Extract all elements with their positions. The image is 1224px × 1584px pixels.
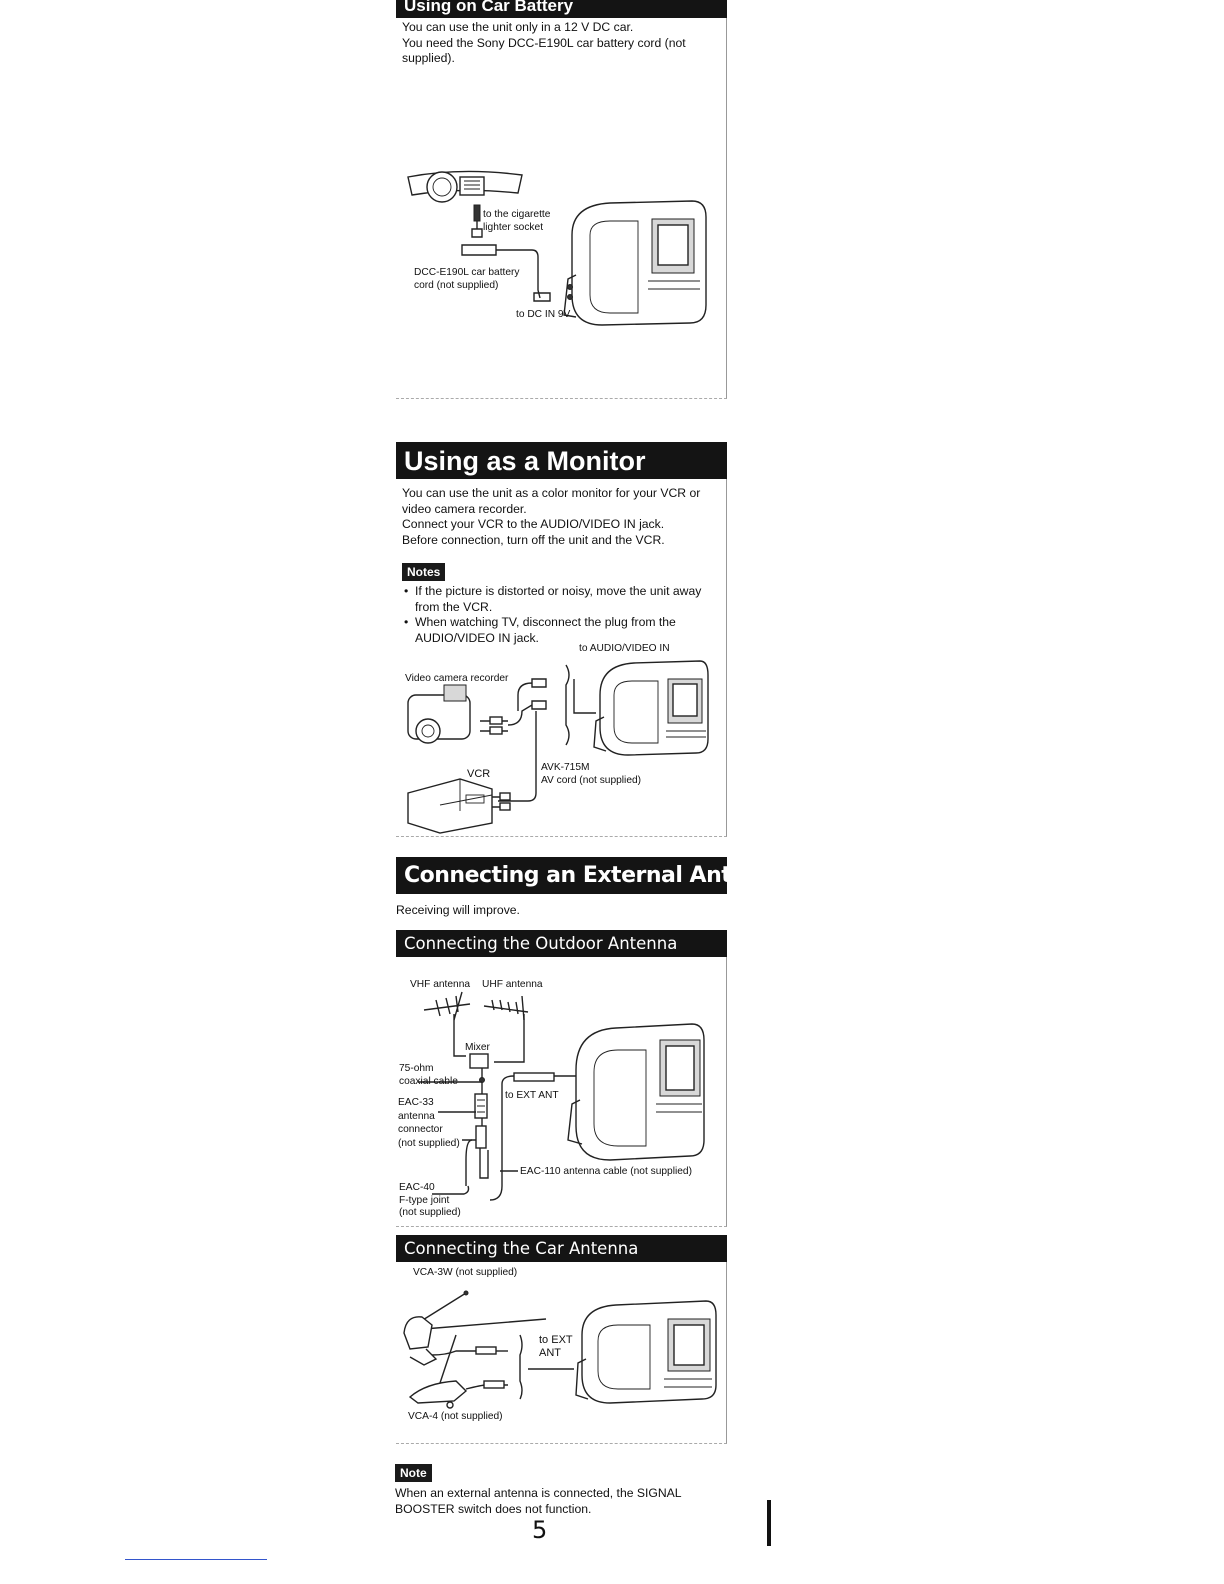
- note-item: • When watching TV, disconnect the plug from the AUDIO/VIDEO IN jack.: [402, 615, 720, 646]
- car-battery-line-2: You need the Sony DCC-E190L car battery cord (not supplied).: [402, 35, 686, 66]
- monitor-line-1: You can use the unit as a color monitor for your VCR or video camera recorder.: [402, 486, 701, 516]
- label-av-in: to AUDIO/VIDEO IN: [579, 643, 670, 654]
- label-vca3w: VCA-3W (not supplied): [413, 1267, 518, 1278]
- label-video-camera: Video camera recorder: [405, 673, 509, 684]
- antenna-intro: Receiving will improve.: [396, 903, 520, 917]
- label-car-battery-cord: DCC-E190L car battery cord (not supplied): [414, 267, 520, 291]
- label-av-cord: AVK-715M AV cord (not supplied): [541, 762, 642, 786]
- monitor-line-2: Connect your VCR to the AUDIO/VIDEO IN jack.: [402, 517, 665, 532]
- car-battery-line-1: You can use the unit only in a 12 V DC car.: [402, 20, 634, 34]
- note-item: • If the picture is distorted or noisy, move the unit away from the VCR.: [402, 584, 720, 615]
- outdoor-antenna-title: Connecting the Outdoor Antenna: [396, 930, 727, 957]
- label-uhf-antenna: UHF antenna: [482, 979, 543, 990]
- note-badge: Note: [395, 1464, 432, 1482]
- note-text: When an external antenna is connected, the SIGNAL BOOSTER switch does not function.: [395, 1486, 682, 1516]
- monitor-text: [402, 486, 720, 548]
- car-battery-text: [402, 20, 720, 67]
- label-eac110-cable: EAC-110 antenna cable (not supplied): [520, 1166, 692, 1177]
- car-antenna-title: Connecting the Car Antenna: [396, 1235, 727, 1262]
- label-vca4: VCA-4 (not supplied): [408, 1411, 503, 1422]
- label-ext-ant-car: to EXT ANT: [539, 1334, 573, 1359]
- label-vhf-antenna: VHF antenna: [410, 979, 471, 990]
- page-number: 5: [532, 1516, 548, 1544]
- monitor-title: Using as a Monitor: [396, 442, 727, 479]
- label-eac33-connector: EAC-33 antenna connector (not supplied): [398, 1097, 460, 1149]
- label-dc-in: to DC IN 9V: [516, 309, 571, 320]
- label-eac40-joint: EAC-40 F-type joint (not supplied): [399, 1182, 461, 1218]
- label-cigarette: to the cigarette lighter socket: [483, 209, 551, 233]
- label-ext-ant-outdoor: to EXT ANT: [505, 1090, 559, 1101]
- label-vcr: VCR: [467, 768, 491, 780]
- monitor-line-3: Before connection, turn off the unit and the VCR.: [402, 532, 665, 547]
- label-mixer: Mixer: [465, 1042, 490, 1053]
- footer-rule: [125, 1559, 267, 1560]
- label-coaxial-cable: 75-ohm coaxial cable: [399, 1063, 458, 1087]
- notes-list: [402, 584, 720, 646]
- notes-badge: Notes: [402, 563, 445, 581]
- edge-bar: [767, 1500, 771, 1546]
- antenna-title: Connecting an External Antenna: [396, 857, 727, 894]
- car-battery-title: Using on Car Battery: [396, 0, 727, 18]
